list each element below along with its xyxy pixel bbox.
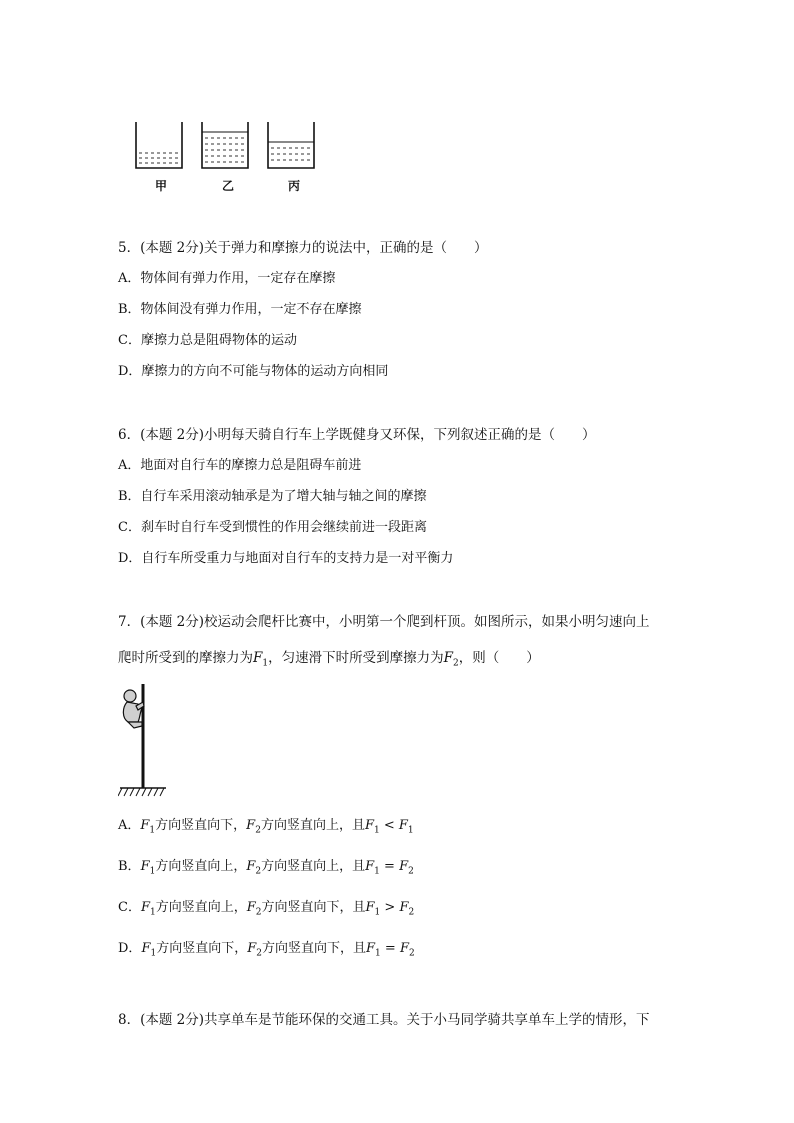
var-f: F — [246, 900, 256, 915]
option-letter: D． — [118, 941, 142, 956]
var-f: F — [364, 818, 374, 833]
var-f: F — [247, 941, 257, 956]
var-f: F — [399, 941, 409, 956]
q5-option-c: C．摩擦力总是阻碍物体的运动 — [118, 333, 297, 348]
q7-stem-text-a: 爬时所受到的摩擦力为 — [118, 650, 253, 666]
option-text: 方向竖直向上，且 — [261, 859, 366, 874]
var-f: F — [253, 650, 263, 666]
q7-stem-text-c: ，则（ ） — [458, 650, 540, 666]
q5-option-d: D．摩擦力的方向不可能与物体的运动方向相同 — [118, 364, 389, 379]
q6-stem: 6．(本题 2分)小明每天骑自行车上学既健身又环保，下列叙述正确的是（ ） — [118, 427, 596, 443]
q6-option-d: D．自行车所受重力与地面对自行车的支持力是一对平衡力 — [118, 551, 454, 566]
option-letter: C． — [118, 900, 141, 915]
container-label-bing: 丙 — [288, 179, 301, 193]
container-label-jia: 甲 — [155, 179, 168, 193]
var-f: F — [365, 859, 375, 874]
sub-1: 1 — [374, 866, 380, 877]
option-letter: B． — [118, 859, 141, 874]
climbing-pole-figure — [118, 682, 168, 800]
climber-figure — [123, 690, 144, 728]
sub-1: 1 — [375, 948, 381, 959]
sub-2: 2 — [255, 825, 261, 836]
q5-option-b: B．物体间没有弹力作用，一定不存在摩擦 — [118, 302, 362, 317]
q7-option-d — [118, 941, 415, 962]
q7-stem-line1: 7．(本题 2分)校运动会爬杆比赛中，小明第一个爬到杆顶。如图所示，如果小明匀速向上 — [118, 614, 650, 630]
sub-1: 1 — [149, 866, 156, 877]
q7-stem-text-b: ，匀速滑下时所受到摩擦力为 — [268, 650, 444, 666]
container-bing — [268, 122, 314, 168]
sub-1: 1 — [373, 825, 380, 836]
sub-1: 1 — [262, 658, 269, 669]
option-text: 方向竖直向下，且 — [261, 941, 366, 956]
relation-sign: = — [380, 941, 400, 956]
option-text: 方向竖直向下， — [156, 941, 248, 956]
q7-option-c — [118, 900, 414, 921]
q8-stem: 8．(本题 2分)共享单车是节能环保的交通工具。关于小马同学骑共享单车上学的情形，下 — [118, 1012, 650, 1028]
q7-option-a — [118, 818, 414, 839]
var-f: F — [140, 900, 150, 915]
sub-2: 2 — [255, 866, 262, 877]
q7-option-b — [118, 859, 414, 880]
option-text: 方向竖直向下， — [155, 818, 247, 833]
relation-sign: = — [379, 859, 400, 874]
q7-stem-line2 — [118, 650, 540, 672]
relation-sign: > — [380, 900, 400, 915]
sub-2: 2 — [452, 658, 459, 669]
option-text: 方向竖直向下，且 — [261, 900, 366, 915]
sub-1: 1 — [149, 907, 156, 918]
var-f: F — [443, 650, 453, 666]
var-f: F — [366, 941, 376, 956]
sub-last: 1 — [407, 825, 414, 836]
var-f: F — [398, 818, 408, 833]
sub-1: 1 — [149, 825, 156, 836]
sub-last: 2 — [408, 907, 415, 918]
sub-1: 1 — [150, 948, 157, 959]
var-f: F — [140, 818, 150, 833]
option-text: 方向竖直向上，且 — [260, 818, 365, 833]
container-label-yi: 乙 — [222, 179, 235, 193]
option-text: 方向竖直向上， — [155, 859, 247, 874]
var-f: F — [140, 859, 150, 874]
relation-sign: < — [379, 818, 399, 833]
q6-option-a: A．地面对自行车的摩擦力总是阻碍车前进 — [118, 458, 362, 473]
var-f: F — [246, 818, 256, 833]
q5-stem: 5．(本题 2分)关于弹力和摩擦力的说法中，正确的是（ ） — [118, 240, 488, 256]
sub-last: 2 — [408, 866, 414, 877]
var-f: F — [141, 941, 151, 956]
var-f: F — [399, 859, 409, 874]
option-text: 方向竖直向上， — [155, 900, 247, 915]
container-jia — [136, 122, 182, 168]
sub-2: 2 — [255, 907, 262, 918]
sub-2: 2 — [256, 948, 262, 959]
q6-option-c: C．刹车时自行车受到惯性的作用会继续前进一段距离 — [118, 520, 427, 535]
q5-option-a: A．物体间有弹力作用，一定存在摩擦 — [118, 271, 336, 286]
sub-1: 1 — [374, 907, 381, 918]
q6-option-b: B．自行车采用滚动轴承是为了增大轴与轴之间的摩擦 — [118, 489, 427, 504]
var-f: F — [399, 900, 409, 915]
sub-last: 2 — [408, 948, 415, 959]
var-f: F — [365, 900, 375, 915]
var-f: F — [246, 859, 256, 874]
option-letter: A． — [118, 818, 141, 833]
container-yi — [202, 122, 248, 168]
